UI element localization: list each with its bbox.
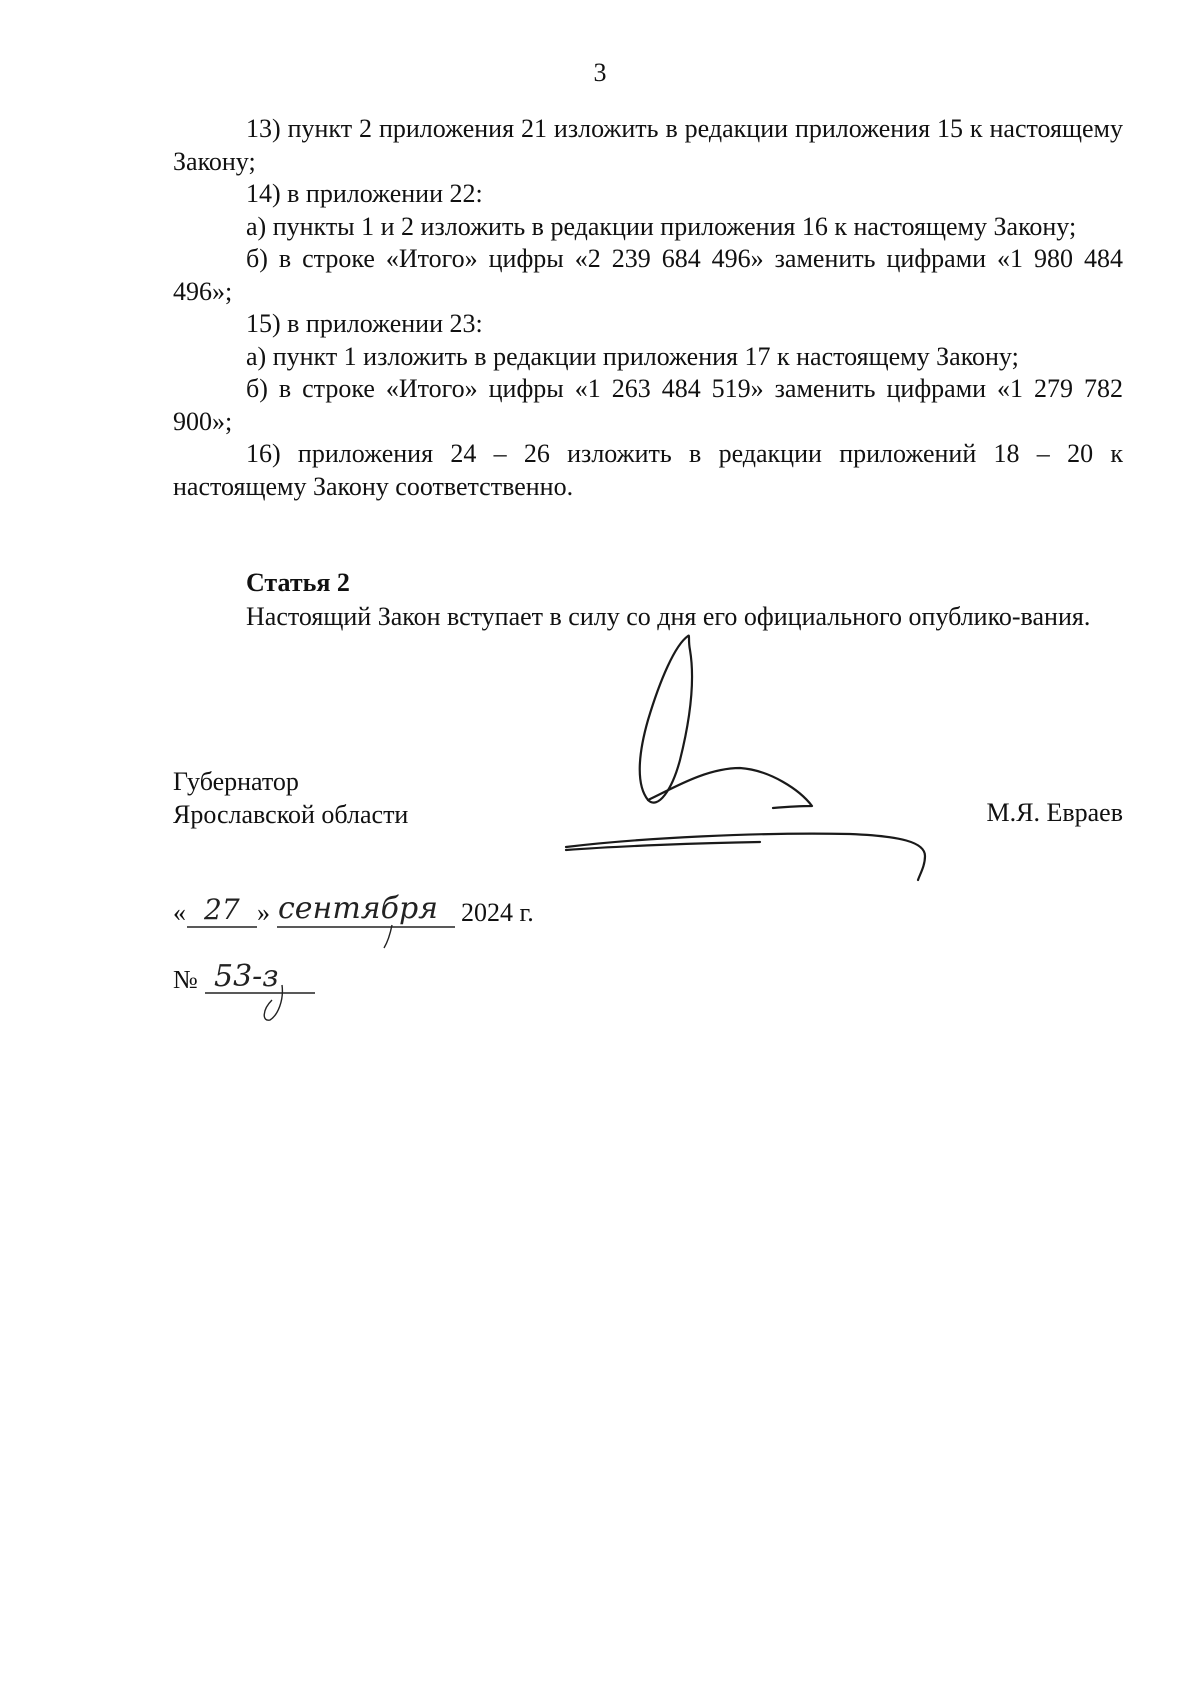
law-number-label: № <box>173 965 198 994</box>
date-close-quote: » <box>257 898 270 927</box>
paragraph-16: 16) приложения 24 – 26 изложить в редакции приложений 18 – 20 к настоящему Закону соответственно. <box>173 439 1123 501</box>
signatory-name: М.Я. Евраев <box>986 798 1123 827</box>
signing-date <box>173 898 186 928</box>
paragraph-14b: б) в строке «Итого» цифры «2 239 684 496» заменить цифрами «1 980 484 496»; <box>173 244 1123 306</box>
paragraph-15a: а) пункт 1 изложить в редакции приложения 17 к настоящему Закону; <box>246 341 1019 371</box>
month-stroke <box>384 925 392 948</box>
law-number <box>173 965 198 995</box>
date-close-quote-wrap <box>257 898 270 928</box>
signature-sweep <box>648 768 812 808</box>
date-month: сентября <box>278 891 439 926</box>
article-heading: Статья 2 <box>246 568 350 597</box>
law-number-value: 53-з <box>214 959 279 994</box>
date-day: 27 <box>204 893 240 926</box>
signature-underline <box>566 834 925 880</box>
date-open-quote: « <box>173 898 186 927</box>
paragraph-14: 14) в приложении 22: <box>246 179 483 208</box>
paragraph-14a: а) пункты 1 и 2 изложить в редакции приложения 16 к настоящему Закону; <box>246 211 1077 241</box>
article-text: Настоящий Закон вступает в силу со дня его официального опублико-вания. <box>246 602 1091 631</box>
signatory-title-line2: Ярославской области <box>173 800 409 829</box>
signatory-title-line1: Губернатор <box>173 767 299 796</box>
paragraph-15b: б) в строке «Итого» цифры «1 263 484 519» заменить цифрами «1 279 782 900»; <box>173 374 1123 436</box>
date-year-wrap <box>461 898 534 928</box>
paragraph-15: 15) в приложении 23: <box>246 309 483 338</box>
date-year: 2024 г. <box>461 898 534 927</box>
paragraph-13: 13) пункт 2 приложения 21 изложить в редакции приложения 15 к настоящему Закону; <box>173 114 1123 176</box>
page-number: 3 <box>593 58 607 87</box>
signature-loop <box>640 636 692 803</box>
